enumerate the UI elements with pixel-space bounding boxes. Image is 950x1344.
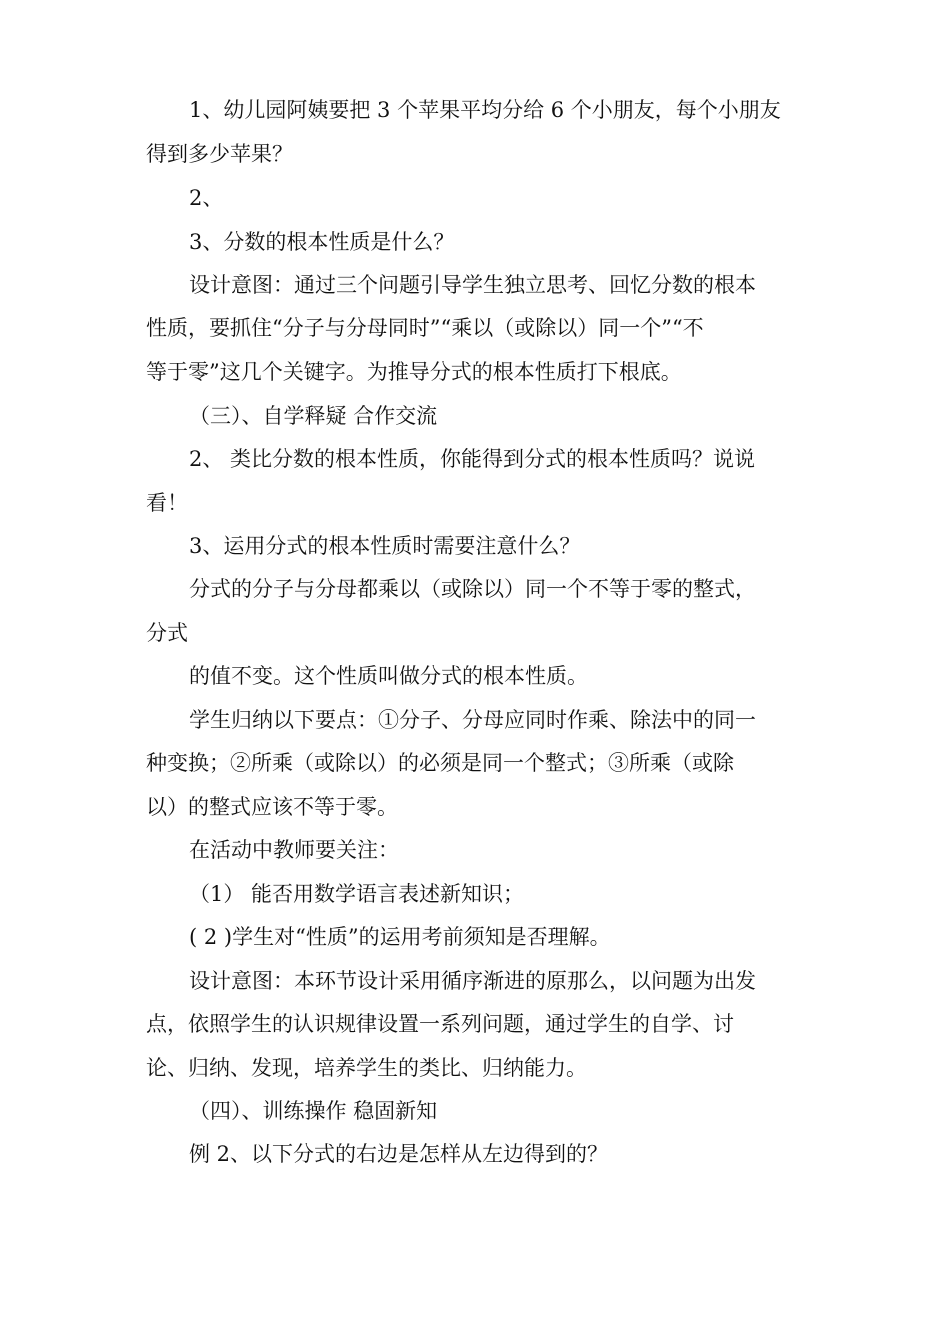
paragraph-line: 在活动中教师要关注： — [189, 838, 399, 862]
paragraph-line: 性质，要抓住“分子与分母同时”“乘以（或除以）同一个”“不 — [146, 316, 704, 340]
paragraph-line: 等于零”这几个关键字。为推导分式的根本性质打下根底。 — [146, 360, 682, 384]
paragraph-line: 3、分数的根本性质是什么？ — [189, 230, 455, 254]
list-item: （1） 能否用数学语言表述新知识； — [189, 882, 525, 906]
paragraph-line: 分式的分子与分母都乘以（或除以）同一个不等于零的整式， — [189, 577, 756, 601]
paragraph-line: 1、幼儿园阿姨要把 3 个苹果平均分给 6 个小朋友，每个小朋友 — [189, 98, 781, 122]
section-heading: （三）、自学释疑 合作交流 — [189, 404, 438, 428]
paragraph-line: 设计意图：本环节设计采用循序渐进的原那么，以问题为出发 — [189, 969, 756, 993]
paragraph-line: 2、 类比分数的根本性质，你能得到分式的根本性质吗？说说 — [189, 447, 756, 471]
section-heading: （四）、训练操作 稳固新知 — [189, 1099, 438, 1123]
paragraph-line: 的值不变。这个性质叫做分式的根本性质。 — [189, 664, 588, 688]
paragraph-line: 得到多少苹果？ — [146, 142, 293, 166]
paragraph-line: 设计意图：通过三个问题引导学生独立思考、回忆分数的根本 — [189, 273, 756, 297]
paragraph-line: 以）的整式应该不等于零。 — [146, 795, 398, 819]
paragraph-line: 论、归纳、发现，培养学生的类比、归纳能力。 — [146, 1056, 587, 1080]
paragraph-line: 3、运用分式的根本性质时需要注意什么？ — [189, 534, 581, 558]
paragraph-line: 分式 — [146, 621, 188, 645]
paragraph-line: 学生归纳以下要点：①分子、分母应同时作乘、除法中的同一 — [189, 708, 756, 732]
list-item: ( 2 )学生对“性质”的运用考前须知是否理解。 — [189, 925, 611, 949]
paragraph-line: 种变换；②所乘（或除以）的必须是同一个整式；③所乘（或除 — [146, 751, 734, 775]
paragraph-line: 例 2、以下分式的右边是怎样从左边得到的？ — [189, 1142, 609, 1166]
paragraph-line: 2、 — [189, 186, 224, 210]
paragraph-line: 看！ — [146, 491, 188, 515]
paragraph-line: 点，依照学生的认识规律设置一系列问题，通过学生的自学、讨 — [146, 1012, 734, 1036]
